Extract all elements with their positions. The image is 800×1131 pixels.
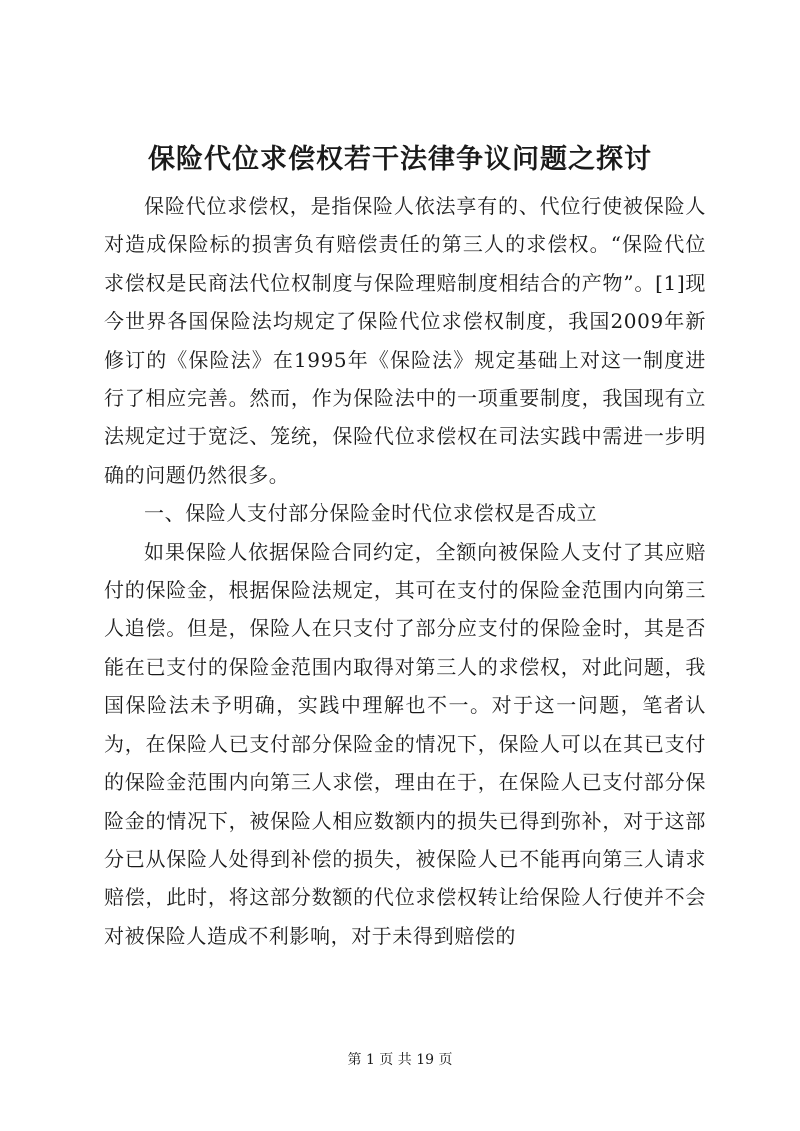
section-heading: 一、保险人支付部分保险金时代位求偿权是否成立 [144, 501, 598, 526]
document-title: 保险代位求偿权若干法律争议问题之探讨 [148, 144, 652, 175]
document-body [104, 187, 706, 955]
paragraph-intro: 保险代位求偿权，是指保险人依法享有的、代位行使被保险人对造成保险标的损害负有赔偿责任的第三人的求偿权。“保险代位求偿权是民商法代位权制度与保险理赔制度相结合的产物”。[1]现今世界各国保险法均规定了保险代位求偿权制度，我国2009年新修订的《保险法》在1995年《保险法》规定基础上对这一制度进行了相应完善。然而，作为保险法中的一项重要制度，我国现有立法规定过于宽泛、笼统，保险代位求偿权在司法实践中需进一步明确的问题仍然很多。 [104, 194, 706, 487]
paragraph-section-one: 如果保险人依据保险合同约定，全额向被保险人支付了其应赔付的保险金，根据保险法规定，其可在支付的保险金范围内向第三人追偿。但是，保险人在只支付了部分应支付的保险金时，其是否能在已支付的保险金范围内取得对第三人的求偿权，对此问题，我国保险法未予明确，实践中理解也不一。对于这一问题，笔者认为，在保险人已支付部分保险金的情况下，保险人可以在其已支付的保险金范围内向第三人求偿，理由在于，在保险人已支付部分保险金的情况下，被保险人相应数额内的损失已得到弥补，对于这部分已从保险人处得到补偿的损失，被保险人已不能再向第三人请求赔偿，此时，将这部分数额的代位求偿权转让给保险人行使并不会对被保险人造成不利影响，对于未得到赔偿的 [104, 539, 706, 948]
page-number-footer: 第 1 页 共 19 页 [347, 1052, 453, 1068]
